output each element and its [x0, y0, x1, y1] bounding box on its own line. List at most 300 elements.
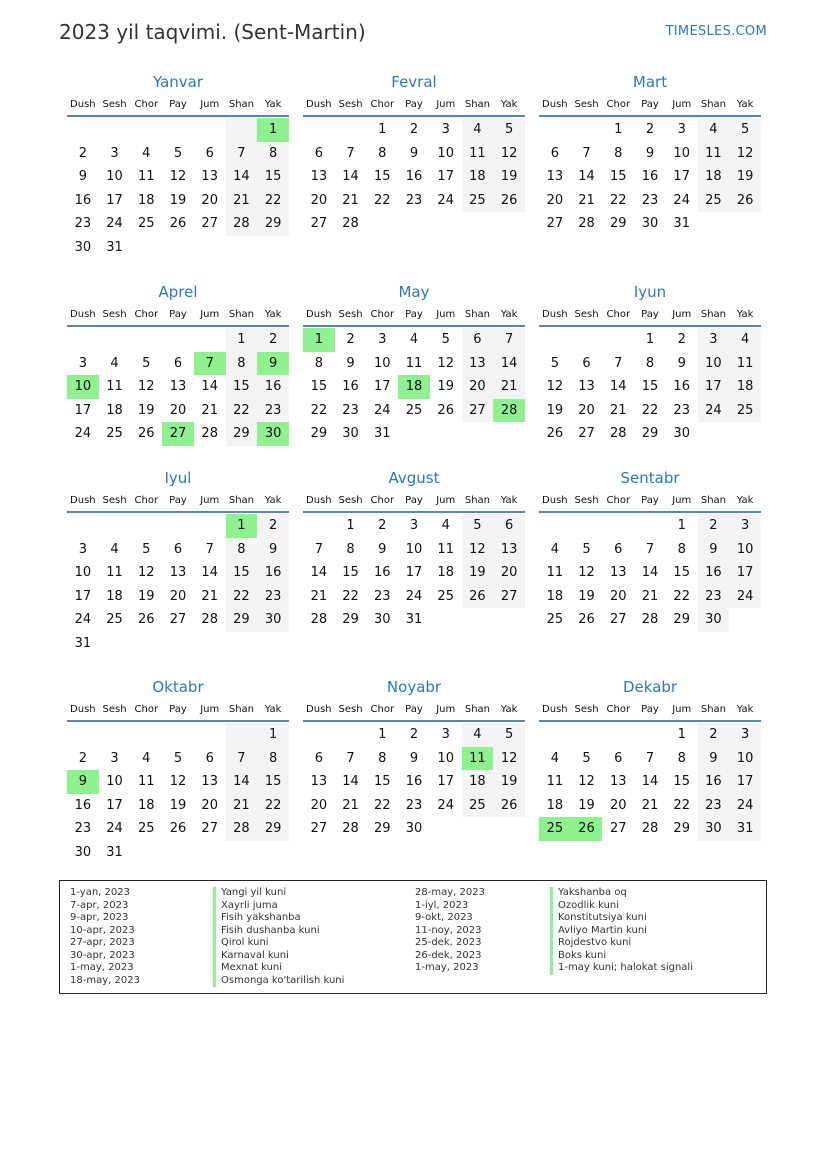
day-cell: 27	[493, 585, 525, 609]
day-cell: 20	[201, 192, 218, 208]
day-cell: 8	[378, 145, 387, 161]
day-cell: 14	[641, 565, 659, 580]
day-cell: 10	[437, 145, 454, 161]
day-cell: 18	[462, 165, 494, 189]
weekday-label: Dush	[70, 495, 96, 506]
day-cell: 4	[142, 145, 151, 161]
weekday-label: Chor	[134, 99, 159, 110]
weekday-label: Pay	[405, 99, 423, 110]
day-cell: 14	[342, 169, 359, 184]
weekday-label: Chor	[606, 309, 631, 320]
day-cell: 29	[610, 216, 627, 231]
day-cell: 3	[110, 750, 119, 766]
weekday-label: Sesh	[102, 704, 127, 715]
empty-day-cell	[130, 514, 162, 538]
weekday-label: Shan	[228, 309, 254, 320]
weekday-label: Pay	[405, 309, 423, 320]
day-cell: 15	[641, 379, 659, 394]
legend-holiday-name: Konstitutsiya kuni	[550, 912, 693, 925]
day-cell: 26	[138, 426, 155, 441]
day-cell: 11	[138, 774, 155, 789]
day-cell: 15	[673, 565, 690, 580]
day-cell: 13	[201, 169, 218, 184]
day-cell: 2	[78, 145, 87, 161]
holiday-day-cell: 26	[571, 817, 603, 841]
day-cell: 12	[138, 565, 155, 580]
weekday-label: Dush	[542, 99, 568, 110]
legend-date: 1-yan, 2023	[70, 887, 130, 898]
month-block	[67, 72, 289, 259]
empty-day-cell	[226, 723, 258, 747]
day-cell: 7	[226, 747, 258, 771]
day-cell: 19	[729, 165, 761, 189]
day-cell: 2	[78, 750, 87, 766]
day-cell: 22	[257, 189, 289, 213]
weekday-label: Yak	[500, 495, 518, 506]
day-cell: 10	[698, 352, 730, 376]
day-cell: 11	[462, 142, 494, 166]
day-cell: 6	[614, 750, 623, 766]
day-cell: 2	[698, 723, 730, 747]
day-cell: 14	[201, 565, 218, 580]
holiday-day-cell: 7	[194, 352, 226, 376]
day-cell: 5	[441, 332, 450, 347]
day-cell: 12	[437, 355, 454, 371]
day-cell: 18	[437, 565, 454, 580]
day-cell: 12	[729, 142, 761, 166]
holiday-day-cell: 27	[162, 422, 194, 446]
weekday-label: Sesh	[338, 99, 363, 110]
day-cell: 12	[462, 538, 494, 562]
day-cell: 30	[257, 608, 289, 632]
day-cell: 30	[374, 612, 391, 627]
day-cell: 6	[314, 750, 323, 766]
day-cell: 5	[582, 541, 591, 557]
weekday-label: Sesh	[102, 495, 127, 506]
weekday-label: Shan	[464, 704, 490, 715]
day-cell: 23	[698, 585, 730, 609]
day-cell: 24	[106, 216, 123, 231]
weekday-label: Shan	[700, 704, 726, 715]
day-cell: 16	[698, 770, 730, 794]
day-cell: 10	[405, 541, 423, 557]
day-cell: 28	[342, 821, 359, 836]
weekday-label: Sesh	[574, 99, 599, 110]
day-cell: 28	[226, 212, 258, 236]
weekday-header	[539, 95, 761, 117]
day-cell: 5	[173, 750, 183, 766]
day-cell: 11	[698, 142, 730, 166]
day-cell: 24	[74, 612, 92, 627]
day-cell: 13	[578, 379, 595, 394]
day-cell: 12	[546, 379, 564, 394]
day-cell: 21	[578, 192, 595, 208]
day-cell: 23	[74, 216, 92, 231]
day-cell: 10	[374, 355, 391, 371]
day-cell: 14	[493, 352, 525, 376]
day-cell: 13	[610, 565, 627, 580]
day-cell: 20	[610, 588, 627, 604]
day-cell: 11	[437, 541, 454, 557]
weekday-label: Yak	[736, 309, 754, 320]
day-cell: 6	[173, 355, 183, 371]
day-cell: 22	[257, 794, 289, 818]
day-cell: 24	[106, 821, 123, 836]
weekday-label: Sesh	[574, 704, 599, 715]
legend-holiday-name: Rojdestvo kuni	[550, 937, 693, 950]
day-cell: 2	[409, 122, 419, 137]
weekday-label: Jum	[436, 309, 456, 320]
weekday-label: Jum	[436, 704, 456, 715]
day-cell: 27	[610, 821, 627, 836]
empty-day-cell	[303, 723, 335, 747]
day-cell: 25	[106, 612, 123, 627]
weekday-label: Yak	[264, 99, 282, 110]
legend-holiday-name: Fisih dushanba kuni	[213, 925, 344, 938]
day-cell: 26	[729, 189, 761, 213]
day-grid	[67, 723, 289, 864]
day-cell: 15	[673, 774, 690, 789]
weekday-label: Jum	[672, 99, 692, 110]
legend-holiday-name: 1-may kuni; halokat signali	[550, 962, 693, 975]
day-cell: 22	[226, 399, 258, 423]
day-cell: 25	[437, 588, 454, 604]
day-cell: 19	[169, 797, 187, 813]
day-cell: 18	[106, 588, 123, 604]
day-cell: 15	[257, 770, 289, 794]
legend-date: 27-apr, 2023	[70, 937, 135, 948]
day-cell: 27	[578, 426, 595, 441]
day-cell: 16	[374, 565, 391, 580]
day-cell: 8	[677, 750, 686, 766]
weekday-label: Sesh	[574, 495, 599, 506]
weekday-label: Shan	[464, 99, 490, 110]
empty-day-cell	[99, 723, 131, 747]
day-cell: 27	[201, 821, 218, 836]
day-cell: 25	[106, 426, 123, 441]
weekday-label: Dush	[70, 309, 96, 320]
day-cell: 2	[409, 727, 419, 742]
day-cell: 25	[729, 399, 761, 423]
day-cell: 17	[74, 402, 92, 418]
day-cell: 22	[673, 588, 690, 604]
day-cell: 27	[169, 612, 187, 627]
day-cell: 24	[405, 588, 423, 604]
day-cell: 12	[578, 565, 595, 580]
day-cell: 20	[493, 561, 525, 585]
day-cell: 23	[698, 794, 730, 818]
legend-holiday-name: Yakshanba oq	[550, 887, 693, 900]
month-name: Fevral	[391, 73, 437, 91]
weekday-label: Jum	[200, 99, 220, 110]
holiday-day-cell: 1	[303, 328, 335, 352]
day-cell: 11	[729, 352, 761, 376]
holiday-day-cell: 25	[539, 817, 571, 841]
month-name: Dekabr	[622, 678, 678, 696]
weekday-label: Dush	[542, 704, 568, 715]
day-cell: 9	[698, 747, 730, 771]
day-cell: 5	[550, 355, 559, 371]
day-cell: 9	[409, 750, 419, 766]
day-cell: 4	[462, 723, 494, 747]
day-cell: 27	[462, 399, 494, 423]
month-name: Oktabr	[152, 678, 204, 696]
weekday-label: Yak	[736, 99, 754, 110]
weekday-label: Jum	[436, 495, 456, 506]
day-cell: 1	[346, 518, 355, 533]
weekday-label: Shan	[700, 309, 726, 320]
day-cell: 24	[698, 399, 730, 423]
weekday-label: Yak	[736, 704, 754, 715]
day-cell: 8	[257, 142, 289, 166]
day-cell: 30	[641, 216, 659, 231]
day-cell: 29	[374, 821, 391, 836]
month-name: Mart	[632, 73, 668, 91]
month-block	[539, 282, 761, 446]
empty-day-cell	[194, 328, 226, 352]
day-cell: 22	[673, 797, 690, 813]
day-cell: 8	[314, 355, 323, 371]
page-title: 2023 yil taqvimi. (Sent-Martin)	[59, 20, 366, 44]
empty-day-cell	[194, 723, 226, 747]
day-cell: 31	[374, 426, 391, 441]
empty-day-cell	[162, 723, 194, 747]
weekday-label: Sesh	[574, 309, 599, 320]
month-name: Avgust	[388, 469, 440, 487]
day-cell: 21	[226, 189, 258, 213]
weekday-header	[303, 491, 525, 513]
day-grid	[303, 514, 525, 632]
day-cell: 1	[226, 328, 258, 352]
empty-day-cell	[539, 118, 571, 142]
weekday-label: Dush	[306, 704, 332, 715]
day-cell: 21	[641, 588, 659, 604]
day-cell: 3	[729, 723, 761, 747]
legend-date: 30-apr, 2023	[70, 949, 135, 961]
day-cell: 16	[257, 375, 289, 399]
legend-holiday-name: Qirol kuni	[213, 937, 344, 950]
day-cell: 3	[78, 541, 87, 557]
month-block	[539, 468, 761, 632]
month-name: Iyul	[164, 469, 192, 487]
day-cell: 28	[201, 612, 218, 627]
legend-date: 1-iyl, 2023	[415, 899, 469, 911]
month-block	[67, 468, 289, 655]
empty-day-cell	[335, 723, 367, 747]
day-cell: 3	[677, 122, 686, 137]
empty-day-cell	[571, 328, 603, 352]
weekday-label: Pay	[641, 704, 659, 715]
day-cell: 4	[550, 541, 559, 557]
empty-day-cell	[67, 514, 99, 538]
day-cell: 17	[106, 797, 123, 813]
day-cell: 24	[74, 426, 92, 441]
day-cell: 4	[462, 118, 494, 142]
day-cell: 23	[374, 588, 391, 604]
day-cell: 16	[673, 379, 690, 394]
day-cell: 23	[257, 585, 289, 609]
day-grid	[539, 118, 761, 236]
day-cell: 28	[342, 216, 359, 231]
day-cell: 17	[729, 770, 761, 794]
day-cell: 16	[641, 169, 659, 184]
weekday-label: Shan	[228, 704, 254, 715]
day-grid	[67, 514, 289, 655]
day-cell: 16	[257, 561, 289, 585]
empty-day-cell	[130, 328, 162, 352]
day-cell: 1	[645, 332, 655, 347]
day-cell: 14	[578, 169, 595, 184]
day-cell: 17	[437, 169, 454, 184]
holiday-day-cell: 1	[226, 514, 258, 538]
weekday-header	[539, 700, 761, 722]
day-cell: 5	[142, 541, 151, 557]
day-cell: 3	[729, 514, 761, 538]
day-cell: 28	[226, 817, 258, 841]
day-cell: 23	[405, 192, 423, 208]
day-cell: 15	[226, 375, 258, 399]
day-cell: 5	[462, 514, 494, 538]
day-cell: 4	[698, 118, 730, 142]
day-cell: 17	[698, 375, 730, 399]
day-cell: 8	[257, 747, 289, 771]
weekday-label: Dush	[542, 495, 568, 506]
weekday-label: Dush	[306, 99, 332, 110]
day-cell: 2	[378, 518, 387, 533]
day-cell: 11	[138, 169, 155, 184]
day-grid	[303, 723, 525, 841]
day-cell: 19	[169, 192, 187, 208]
day-cell: 24	[673, 192, 690, 208]
empty-day-cell	[571, 514, 603, 538]
day-cell: 19	[437, 379, 454, 394]
weekday-label: Shan	[700, 495, 726, 506]
day-cell: 26	[546, 426, 564, 441]
day-cell: 19	[493, 165, 525, 189]
legend-holiday-name: Mexnat kuni	[213, 962, 344, 975]
day-cell: 14	[226, 165, 258, 189]
day-cell: 2	[257, 514, 289, 538]
day-cell: 17	[729, 561, 761, 585]
weekday-label: Yak	[264, 309, 282, 320]
day-cell: 19	[493, 770, 525, 794]
day-cell: 7	[346, 750, 355, 766]
day-cell: 7	[614, 355, 623, 371]
legend-date: 11-noy, 2023	[415, 924, 482, 936]
empty-day-cell	[539, 514, 571, 538]
day-cell: 14	[226, 770, 258, 794]
day-cell: 14	[641, 774, 659, 789]
legend-holiday-name: Xayrli juma	[213, 900, 344, 913]
day-cell: 27	[546, 216, 564, 231]
day-cell: 4	[110, 541, 119, 557]
day-cell: 22	[374, 797, 391, 813]
day-cell: 30	[405, 821, 423, 836]
day-cell: 9	[378, 541, 387, 557]
day-cell: 22	[641, 402, 659, 418]
day-cell: 6	[493, 514, 525, 538]
day-cell: 12	[138, 379, 155, 394]
day-cell: 28	[578, 216, 595, 231]
site-brand-link[interactable]: TIMESLES.COM	[665, 24, 767, 39]
day-cell: 15	[610, 169, 627, 184]
weekday-label: Yak	[500, 704, 518, 715]
day-cell: 25	[462, 794, 494, 818]
empty-day-cell	[303, 118, 335, 142]
day-cell: 12	[169, 169, 187, 184]
empty-day-cell	[162, 118, 194, 142]
day-grid	[67, 118, 289, 259]
holiday-day-cell: 11	[462, 747, 494, 771]
day-cell: 1	[257, 723, 289, 747]
weekday-label: Pay	[169, 704, 187, 715]
weekday-label: Chor	[370, 495, 395, 506]
day-cell: 6	[205, 750, 214, 766]
day-cell: 20	[462, 375, 494, 399]
day-cell: 25	[462, 189, 494, 213]
day-cell: 21	[201, 402, 218, 418]
day-cell: 29	[257, 817, 289, 841]
day-cell: 2	[645, 122, 655, 137]
day-cell: 13	[610, 774, 627, 789]
day-cell: 21	[641, 797, 659, 813]
weekday-label: Yak	[264, 704, 282, 715]
weekday-header	[303, 305, 525, 327]
day-cell: 11	[546, 774, 564, 789]
day-cell: 29	[641, 426, 659, 441]
month-name: May	[398, 283, 430, 301]
day-cell: 5	[142, 355, 151, 371]
day-cell: 13	[310, 774, 328, 789]
empty-day-cell	[602, 723, 634, 747]
empty-day-cell	[571, 118, 603, 142]
day-cell: 9	[257, 538, 289, 562]
day-cell: 4	[550, 750, 559, 766]
weekday-label: Dush	[70, 99, 96, 110]
day-cell: 24	[729, 585, 761, 609]
day-cell: 29	[310, 426, 328, 441]
empty-day-cell	[67, 328, 99, 352]
weekday-label: Yak	[736, 495, 754, 506]
weekday-header	[67, 305, 289, 327]
weekday-header	[539, 491, 761, 513]
legend-date: 9-okt, 2023	[415, 912, 473, 923]
day-cell: 4	[729, 328, 761, 352]
day-cell: 10	[729, 747, 761, 771]
day-cell: 8	[645, 355, 655, 371]
day-cell: 22	[342, 588, 359, 604]
day-grid	[539, 514, 761, 632]
day-cell: 18	[138, 192, 155, 208]
weekday-label: Jum	[200, 309, 220, 320]
day-cell: 7	[346, 145, 355, 161]
day-cell: 8	[614, 145, 623, 161]
day-cell: 28	[610, 426, 627, 441]
legend-holiday-name: Fisih yakshanba	[213, 912, 344, 925]
day-cell: 20	[169, 402, 187, 418]
day-cell: 19	[462, 561, 494, 585]
day-cell: 18	[462, 770, 494, 794]
weekday-header	[67, 491, 289, 513]
weekday-label: Sesh	[102, 99, 127, 110]
weekday-label: Chor	[370, 704, 395, 715]
day-cell: 13	[201, 774, 218, 789]
day-cell: 7	[645, 541, 655, 557]
day-cell: 18	[138, 797, 155, 813]
weekday-header	[303, 700, 525, 722]
day-cell: 5	[173, 145, 183, 161]
day-cell: 30	[342, 426, 359, 441]
